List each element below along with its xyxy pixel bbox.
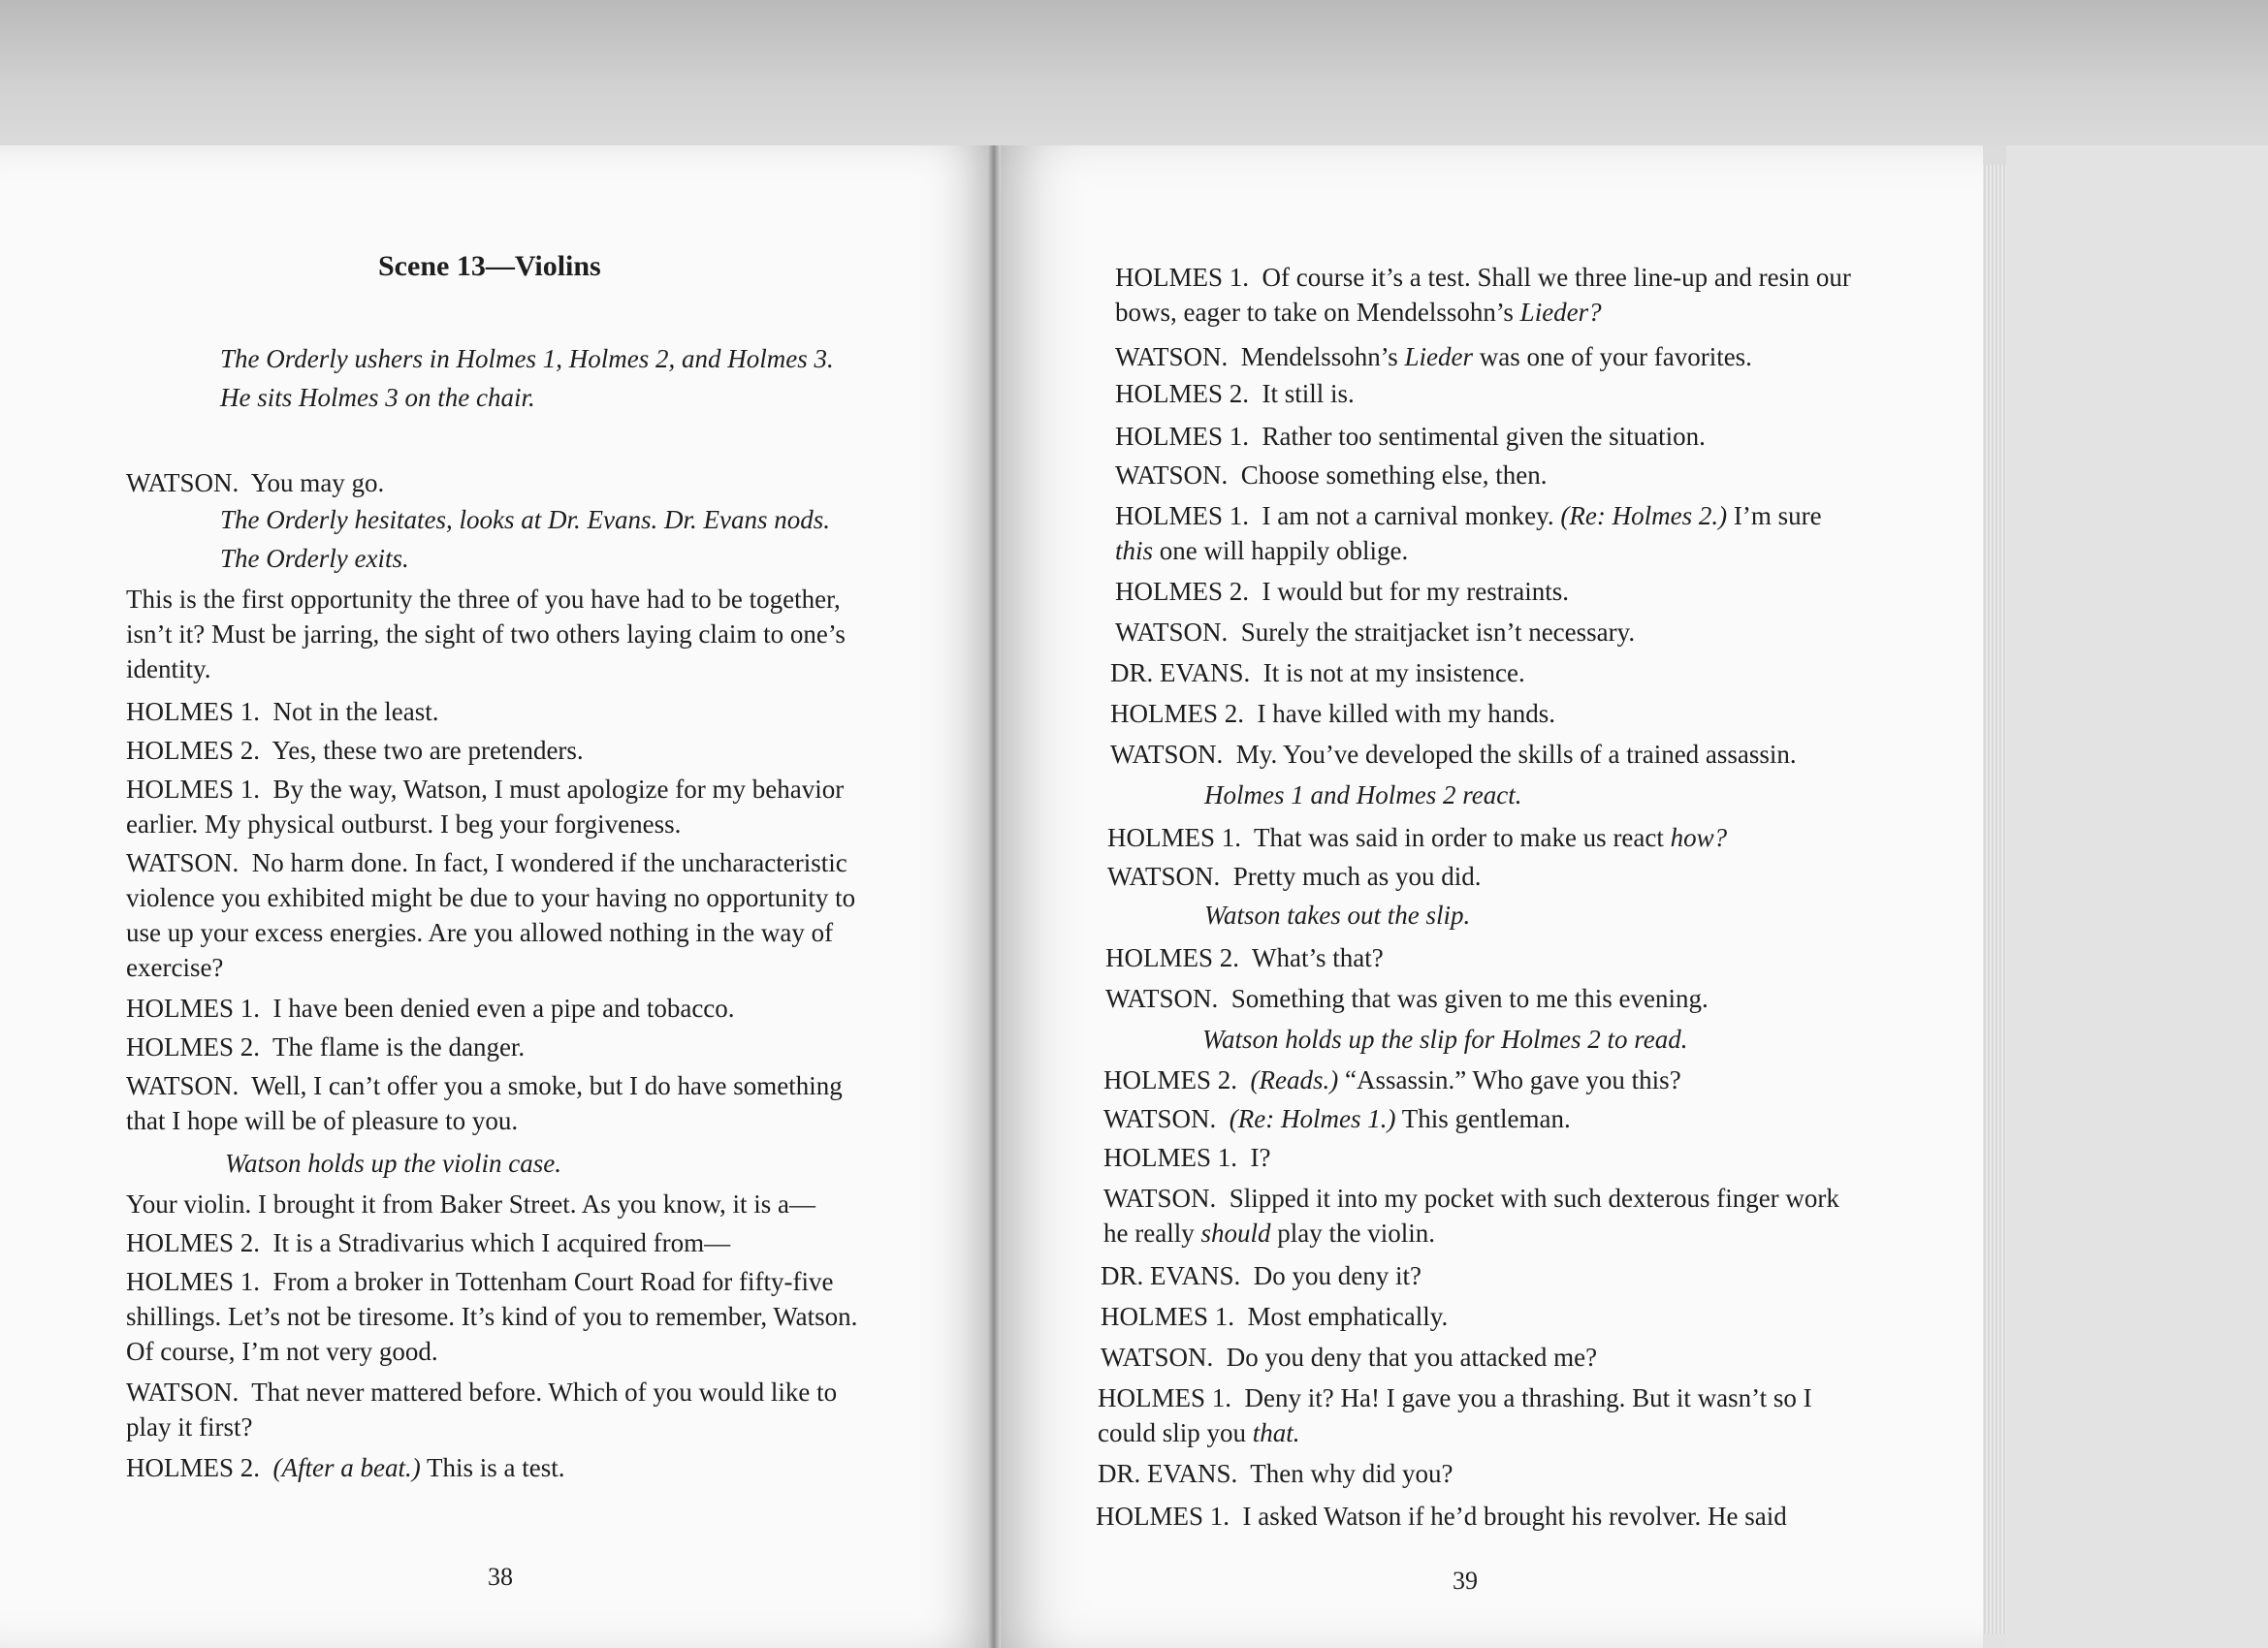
speaker: HOLMES 1. xyxy=(1115,501,1250,530)
italic-direction: (Re: Holmes 1.) xyxy=(1229,1104,1396,1133)
dialogue-line xyxy=(126,1068,873,1138)
line-text: Do you deny it? xyxy=(1253,1261,1422,1290)
speaker: HOLMES 1. xyxy=(126,775,261,804)
dialogue-line xyxy=(126,694,438,729)
italic-text: should xyxy=(1200,1219,1271,1248)
line-text: By the way, Watson, I must apologize for my behavior earlier. My physical outburst. I beg your forgiveness. xyxy=(126,775,845,839)
line-text: From a broker in Tottenham Court Road for fifty-five shillings. Let’s not be tiresome. It’s kind of you to remember, Watson. Of course, I’m not very good. xyxy=(126,1267,858,1366)
book-gutter xyxy=(987,145,1001,1648)
speaker: HOLMES 1. xyxy=(126,697,261,726)
dialogue-line xyxy=(1105,981,1709,1016)
line-text: It still is. xyxy=(1262,379,1355,408)
italic-text: this xyxy=(1115,536,1154,565)
stage-direction: The Orderly hesitates, looks at Dr. Evans. Dr. Evans nods. xyxy=(220,505,830,534)
speaker: WATSON. xyxy=(1101,1343,1214,1372)
dialogue-line xyxy=(1115,498,1862,568)
dialogue-line xyxy=(1107,820,1727,855)
dialogue-line xyxy=(1098,1456,1453,1491)
dialogue-line xyxy=(1115,574,1569,609)
speaker: HOLMES 1. xyxy=(1096,1502,1230,1531)
line-text: This is a test. xyxy=(427,1453,565,1482)
dialogue-line xyxy=(1103,1062,1681,1097)
italic-text: that. xyxy=(1252,1418,1300,1447)
dialogue-line xyxy=(1115,339,1752,374)
speaker: WATSON. xyxy=(1115,342,1229,371)
dialogue-line xyxy=(126,1375,873,1444)
dialogue-line xyxy=(1115,458,1547,492)
dialogue-line xyxy=(1115,260,1862,330)
dialogue-line xyxy=(1101,1340,1597,1375)
dialogue-line xyxy=(1103,1101,1571,1136)
page-number-right: 39 xyxy=(1453,1567,1478,1595)
dialogue-line xyxy=(1110,737,1797,772)
speaker: HOLMES 1. xyxy=(1098,1383,1232,1412)
speaker: WATSON. xyxy=(126,468,240,497)
italic-text: Lieder? xyxy=(1519,298,1602,327)
speaker: DR. EVANS. xyxy=(1098,1459,1238,1488)
speaker: WATSON. xyxy=(1103,1104,1217,1133)
line-text: The flame is the danger. xyxy=(272,1032,526,1062)
line-text: That was said in order to make us react xyxy=(1254,823,1664,852)
line-text: Slipped it into my pocket with such dexterous finger work he really xyxy=(1103,1184,1839,1248)
speaker: HOLMES 2. xyxy=(1110,699,1245,728)
speaker: HOLMES 2. xyxy=(1115,379,1250,408)
line-text: I am not a carnival monkey. xyxy=(1262,501,1554,530)
stage-direction: Watson holds up the violin case. xyxy=(225,1149,561,1178)
line-text: I have killed with my hands. xyxy=(1257,699,1555,728)
line-text: play the violin. xyxy=(1277,1219,1435,1248)
line-text: Surely the straitjacket isn’t necessary. xyxy=(1240,618,1636,647)
dialogue-line xyxy=(1110,696,1555,731)
line-text: You may go. xyxy=(250,468,385,497)
italic-direction: (Reads.) xyxy=(1250,1065,1339,1094)
italic-text: Lieder xyxy=(1404,342,1474,371)
page-edges xyxy=(1983,165,2006,1633)
speaker: HOLMES 1. xyxy=(126,1267,261,1296)
speaker: DR. EVANS. xyxy=(1110,658,1251,687)
line-text: My. You’ve developed the skills of a trained assassin. xyxy=(1235,740,1797,769)
line-text: Do you deny that you attacked me? xyxy=(1226,1343,1598,1372)
line-text: It is not at my insistence. xyxy=(1262,658,1525,687)
line-text: “Assassin.” Who gave you this? xyxy=(1344,1065,1681,1094)
speaker: WATSON. xyxy=(1107,862,1221,891)
line-text: I would but for my restraints. xyxy=(1262,577,1569,606)
speaker: HOLMES 1. xyxy=(1115,263,1250,292)
speaker: HOLMES 2. xyxy=(1105,943,1240,972)
speaker: WATSON. xyxy=(126,1378,240,1407)
page-number-left: 38 xyxy=(488,1563,513,1591)
line-text: Choose something else, then. xyxy=(1240,460,1548,490)
dialogue-line xyxy=(1115,376,1355,411)
speaker: HOLMES 1. xyxy=(1101,1302,1235,1331)
dialogue-line xyxy=(126,1264,873,1369)
dialogue-line xyxy=(1107,859,1482,894)
speaker: WATSON. xyxy=(1110,740,1224,769)
stage-direction: He sits Holmes 3 on the chair. xyxy=(220,383,535,412)
dialogue-line xyxy=(1101,1258,1421,1293)
dialogue-line xyxy=(1096,1499,1787,1534)
italic-text: (Re: Holmes 2.) xyxy=(1560,501,1728,530)
speaker: HOLMES 1. xyxy=(1107,823,1242,852)
line-text: I have been denied even a pipe and tobacco. xyxy=(272,994,735,1023)
italic-direction: (After a beat.) xyxy=(272,1453,421,1482)
speaker: WATSON. xyxy=(1115,618,1229,647)
dialogue-line xyxy=(1110,655,1525,690)
dialogue-line xyxy=(126,845,873,985)
italic-text: how? xyxy=(1670,823,1728,852)
speaker: WATSON. xyxy=(126,848,240,877)
line-text: Mendelssohn’s xyxy=(1240,342,1398,371)
speaker: WATSON. xyxy=(1103,1184,1217,1213)
speaker: HOLMES 2. xyxy=(126,1032,261,1062)
scene-title: Scene 13—Violins xyxy=(378,250,601,282)
dialogue-line xyxy=(1101,1299,1448,1334)
line-text: Deny it? Ha! I gave you a thrashing. But it wasn’t so I could slip you xyxy=(1098,1383,1812,1447)
line-text: Something that was given to me this evening. xyxy=(1230,984,1709,1013)
dialogue-line: This is the first opportunity the three of you have had to be together, isn’t it? Must be jarring, the sight of two others laying claim to one’s identity. xyxy=(126,585,846,683)
speaker: HOLMES 2. xyxy=(126,1228,261,1257)
line-text: one will happily oblige. xyxy=(1159,536,1409,565)
dialogue-line xyxy=(1105,940,1384,975)
speaker: HOLMES 1. xyxy=(126,994,261,1023)
dialogue-line xyxy=(126,1030,525,1064)
line-text: I? xyxy=(1250,1143,1271,1172)
speaker: HOLMES 2. xyxy=(1103,1065,1238,1094)
dialogue-line xyxy=(1115,615,1635,650)
dialogue-line xyxy=(1115,419,1706,454)
stage-direction: The Orderly exits. xyxy=(220,544,409,573)
line-text: was one of your favorites. xyxy=(1479,342,1752,371)
background-surface xyxy=(2006,145,2268,1648)
line-text: Rather too sentimental given the situation. xyxy=(1262,422,1706,451)
dialogue-line xyxy=(126,991,735,1026)
line-text: I asked Watson if he’d brought his revolver. He said xyxy=(1242,1502,1787,1531)
speaker: WATSON. xyxy=(1105,984,1219,1013)
speaker: HOLMES 1. xyxy=(1103,1143,1238,1172)
line-text: Well, I can’t offer you a smoke, but I do have something that I hope will be of pleasure to you. xyxy=(126,1071,843,1135)
speaker: DR. EVANS. xyxy=(1101,1261,1241,1290)
speaker: WATSON. xyxy=(1115,460,1229,490)
dialogue-line xyxy=(126,465,384,500)
dialogue-line: Your violin. I brought it from Baker Street. As you know, it is a— xyxy=(126,1189,815,1219)
line-text: Then why did you? xyxy=(1250,1459,1453,1488)
stage-direction: The Orderly ushers in Holmes 1, Holmes 2, and Holmes 3. xyxy=(220,344,834,373)
line-text: I’m sure xyxy=(1733,501,1822,530)
dialogue-line xyxy=(126,772,873,841)
speaker: WATSON. xyxy=(126,1071,240,1100)
line-text: Pretty much as you did. xyxy=(1232,862,1482,891)
dialogue-line xyxy=(1103,1181,1850,1251)
dialogue-line xyxy=(126,1225,730,1260)
dialogue-line xyxy=(126,733,584,768)
line-text: Not in the least. xyxy=(272,697,439,726)
line-text: This gentleman. xyxy=(1401,1104,1571,1133)
dialogue-line xyxy=(1103,1140,1271,1175)
stage-direction: Watson takes out the slip. xyxy=(1204,901,1471,930)
dialogue-line xyxy=(126,1450,565,1485)
stage-direction: Watson holds up the slip for Holmes 2 to read. xyxy=(1202,1025,1688,1054)
stage-direction: Holmes 1 and Holmes 2 react. xyxy=(1204,780,1522,809)
line-text: That never mattered before. Which of you would like to play it first? xyxy=(126,1378,838,1442)
speaker: HOLMES 1. xyxy=(1115,422,1250,451)
speaker: HOLMES 2. xyxy=(1115,577,1250,606)
dialogue-line xyxy=(1098,1380,1844,1450)
speaker: HOLMES 2. xyxy=(126,736,261,765)
speaker: HOLMES 2. xyxy=(126,1453,261,1482)
line-text: What’s that? xyxy=(1252,943,1384,972)
line-text: No harm done. In fact, I wondered if the uncharacteristic violence you exhibited might be due to your having no opportunity to use up your excess energies. Are you allowed nothing in the way of exercise? xyxy=(126,848,856,982)
line-text: Yes, these two are pretenders. xyxy=(272,736,584,765)
line-text: Of course it’s a test. Shall we three line-up and resin our bows, eager to take on Mendelssohn’s xyxy=(1115,263,1851,327)
line-text: It is a Stradivarius which I acquired from— xyxy=(272,1228,731,1257)
line-text: Most emphatically. xyxy=(1247,1302,1449,1331)
